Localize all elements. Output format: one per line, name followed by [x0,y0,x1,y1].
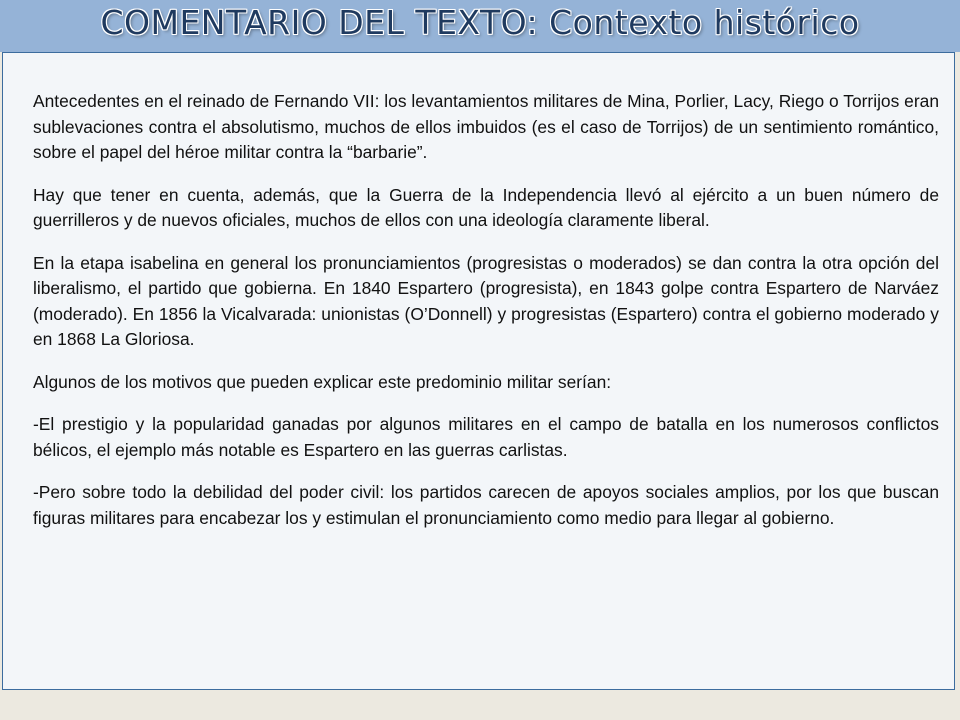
content-text [33,89,939,531]
paragraph-guerra-independencia: Hay que tener en cuenta, además, que la Guerra de la Independencia llevó al ejército a un buen número de guerrilleros y de nuevos oficiales, muchos de ellos con una ideología claramente liberal. [33,184,939,230]
content-box [2,52,955,690]
paragraph-motivos-intro: Algunos de los motivos que pueden explicar este predominio militar serían: [33,371,612,392]
footer-strip [0,692,960,720]
slide-title: COMENTARIO DEL TEXTO: Contexto histórico [100,3,860,42]
paragraph-motivo-poder-civil: -Pero sobre todo la debilidad del poder civil: los partidos carecen de apoyos sociales amplios, por los que buscan figuras militares para encabezar los y estimulan el pronunciamiento como medio para llegar al gobierno. [33,482,939,528]
paragraph-motivo-prestigio: -El prestigio y la popularidad ganadas por algunos militares en el campo de batalla en los numerosos conflictos bélicos, el ejemplo más notable es Espartero en las guerras carlistas. [33,414,939,460]
paragraph-etapa-isabelina: En la etapa isabelina en general los pronunciamientos (progresistas o moderados) se dan contra la otra opción del liberalismo, el partido que gobierna. En 1840 Espartero (progresista), en 1843 golpe contra Espartero de Narváez (moderado). En 1856 la Vicalvarada: unionistas (O’Donnell) y progresistas (Espartero) contra el gobierno moderado y en 1868 La Gloriosa. [33,252,939,349]
paragraph-fernando-vii: Antecedentes en el reinado de Fernando VII: los levantamientos militares de Mina, Porlier, Lacy, Riego o Torrijos eran sublevaciones contra el absolutismo, muchos de ellos imbuidos (es el caso de Torrijos) de un sentimiento romántico, sobre el papel del héroe militar contra la “barbarie”. [33,91,939,162]
